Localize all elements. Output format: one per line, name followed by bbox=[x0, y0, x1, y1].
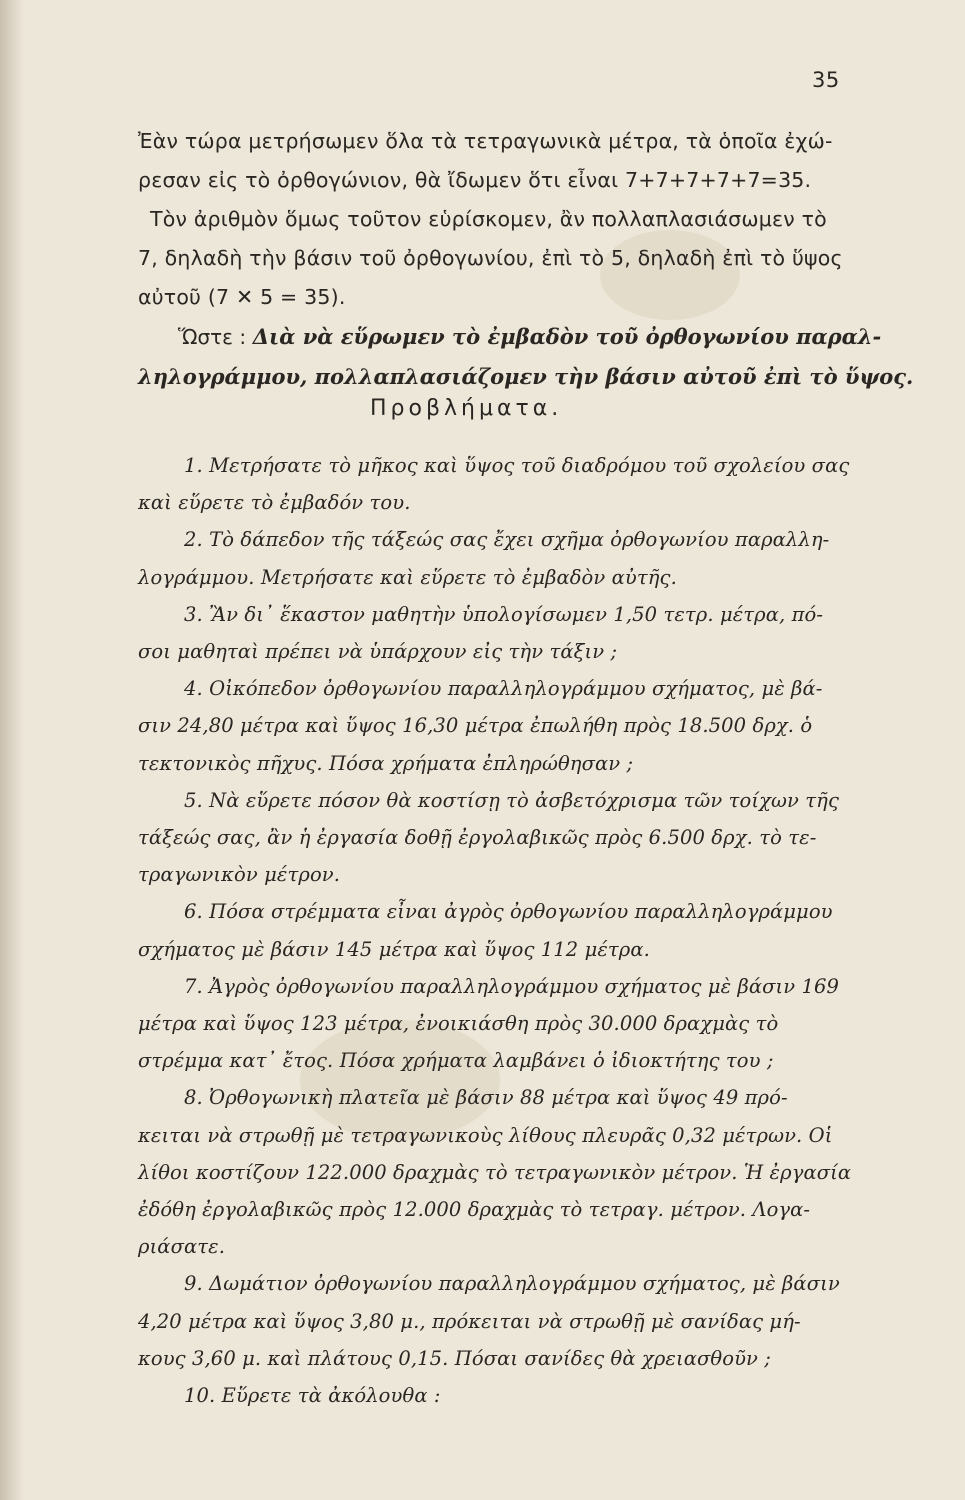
problem-item bbox=[138, 893, 898, 967]
intro-line: ρεσαν εἰς τὸ ὀρθογώνιον, θὰ ἴδωμεν ὅτι εἶναι 7+7+7+7+7=35. bbox=[138, 168, 812, 192]
problem-line: κους 3,60 μ. καὶ πλάτους 0,15. Πόσαι σανίδες θὰ χρειασθοῦν ; bbox=[138, 1346, 771, 1370]
problem-item bbox=[138, 782, 898, 894]
problem-line: 4. Οἰκόπεδον ὀρθογωνίου παραλληλογράμμου σχήματος, μὲ βά- bbox=[184, 677, 823, 701]
problem-line: 4,20 μέτρα καὶ ὕψος 3,80 μ., πρόκειται νὰ στρωθῇ μὲ σανίδας μή- bbox=[138, 1309, 801, 1333]
intro-line: αὐτοῦ (7 ✕ 5 = 35). bbox=[138, 285, 346, 309]
problem-line: στρέμμα κατ᾽ ἔτος. Πόσα χρήματα λαμβάνει ὁ ἰδιοκτήτης του ; bbox=[138, 1049, 774, 1073]
rule-text: ληλογράμμου, πολλαπλασιάζομεν τὴν βάσιν αὐτοῦ ἐπὶ τὸ ὕψος. bbox=[138, 364, 914, 389]
problem-line: 2. Τὸ δάπεδον τῆς τάξεώς σας ἔχει σχῆμα ὀρθογωνίου παραλλη- bbox=[184, 528, 830, 552]
problem-line: τραγωνικὸν μέτρον. bbox=[138, 863, 341, 887]
section-heading: Προβλήματα. bbox=[370, 396, 563, 421]
problem-line: 6. Πόσα στρέμματα εἶναι ἀγρὸς ὀρθογωνίου παραλληλογράμμου bbox=[184, 900, 833, 924]
problem-item bbox=[138, 596, 898, 670]
intro-paragraph bbox=[138, 122, 914, 397]
page-edge-shadow bbox=[0, 0, 24, 1500]
problem-line: τάξεώς σας, ἂν ἡ ἐργασία δοθῇ ἐργολαβικῶς πρὸς 6.500 δρχ. τὸ τε- bbox=[138, 826, 817, 850]
problem-line: ἐδόθη ἐργολαβικῶς πρὸς 12.000 δραχμὰς τὸ τετραγ. μέτρον. Λογα- bbox=[138, 1198, 811, 1222]
problem-line: σχήματος μὲ βάσιν 145 μέτρα καὶ ὕψος 112 μέτρα. bbox=[138, 937, 650, 961]
problem-item bbox=[138, 1377, 898, 1414]
problem-line: 3. Ἂν δι᾽ ἕκαστον μαθητὴν ὑπολογίσωμεν 1,50 τετρ. μέτρα, πό- bbox=[184, 602, 824, 626]
problem-line: σιν 24,80 μέτρα καὶ ὕψος 16,30 μέτρα ἐπωλήθη πρὸς 18.500 δρχ. ὁ bbox=[138, 714, 813, 738]
intro-line: 7, δηλαδὴ τὴν βάσιν τοῦ ὀρθογωνίου, ἐπὶ τὸ 5, δηλαδὴ ἐπὶ τὸ ὕψος bbox=[138, 246, 843, 270]
problem-line: τεκτονικὸς πῆχυς. Πόσα χρήματα ἐπληρώθησαν ; bbox=[138, 751, 634, 775]
rule-line bbox=[138, 357, 914, 397]
problem-line: 9. Δωμάτιον ὀρθογωνίου παραλληλογράμμου σχήματος, μὲ βάσιν bbox=[184, 1272, 840, 1296]
problems-list bbox=[138, 447, 898, 1414]
problem-item bbox=[138, 1265, 898, 1377]
problem-item bbox=[138, 521, 898, 595]
problem-item bbox=[138, 447, 898, 521]
problem-line: ριάσατε. bbox=[138, 1235, 226, 1259]
page-number: 35 bbox=[812, 68, 840, 92]
problem-line: λίθοι κοστίζουν 122.000 δραχμὰς τὸ τετραγωνικὸν μέτρον. Ἡ ἐργασία bbox=[138, 1160, 852, 1184]
problem-line: λογράμμου. Μετρήσατε καὶ εὕρετε τὸ ἐμβαδὸν αὐτῆς. bbox=[138, 565, 677, 589]
problem-line: 1. Μετρήσατε τὸ μῆκος καὶ ὕψος τοῦ διαδρόμου τοῦ σχολείου σας bbox=[184, 454, 850, 477]
rule-text: Διὰ νὰ εὕρωμεν τὸ ἐμβαδὸν τοῦ ὀρθογωνίου παραλ- bbox=[252, 324, 882, 349]
problem-line: 8. Ὀρθογωνικὴ πλατεῖα μὲ βάσιν 88 μέτρα καὶ ὕψος 49 πρό- bbox=[184, 1086, 788, 1110]
problem-line: μέτρα καὶ ὕψος 123 μέτρα, ἐνοικιάσθη πρὸς 30.000 δραχμὰς τὸ bbox=[138, 1012, 779, 1036]
problem-line: καὶ εὕρετε τὸ ἐμβαδόν του. bbox=[138, 491, 411, 515]
problem-line: σοι μαθηταὶ πρέπει νὰ ὑπάρχουν εἰς τὴν τάξιν ; bbox=[138, 640, 618, 664]
intro-line: Τὸν ἀριθμὸν ὅμως τοῦτον εὑρίσκομεν, ἂν πολλαπλασιάσωμεν τὸ bbox=[150, 207, 827, 231]
problem-item bbox=[138, 968, 898, 1080]
rule-line bbox=[138, 317, 896, 357]
rule-prefix: Ὥστε : bbox=[178, 325, 247, 349]
problem-item bbox=[138, 670, 898, 782]
problem-line: 5. Νὰ εὕρετε πόσον θὰ κοστίσῃ τὸ ἀσβετόχρισμα τῶν τοίχων τῆς bbox=[184, 788, 839, 812]
problem-item bbox=[138, 1079, 898, 1265]
problem-line: 7. Ἀγρὸς ὀρθογωνίου παραλληλογράμμου σχήματος μὲ βάσιν 169 bbox=[184, 974, 840, 998]
problem-line: κειται νὰ στρωθῇ μὲ τετραγωνικοὺς λίθους πλευρᾶς 0,32 μέτρων. Οἱ bbox=[138, 1123, 833, 1147]
problem-line: 10. Εὕρετε τὰ ἀκόλουθα : bbox=[184, 1384, 441, 1408]
intro-line: Ἐὰν τώρα μετρήσωμεν ὅλα τὰ τετραγωνικὰ μέτρα, τὰ ὁποῖα ἐχώ- bbox=[138, 129, 833, 153]
